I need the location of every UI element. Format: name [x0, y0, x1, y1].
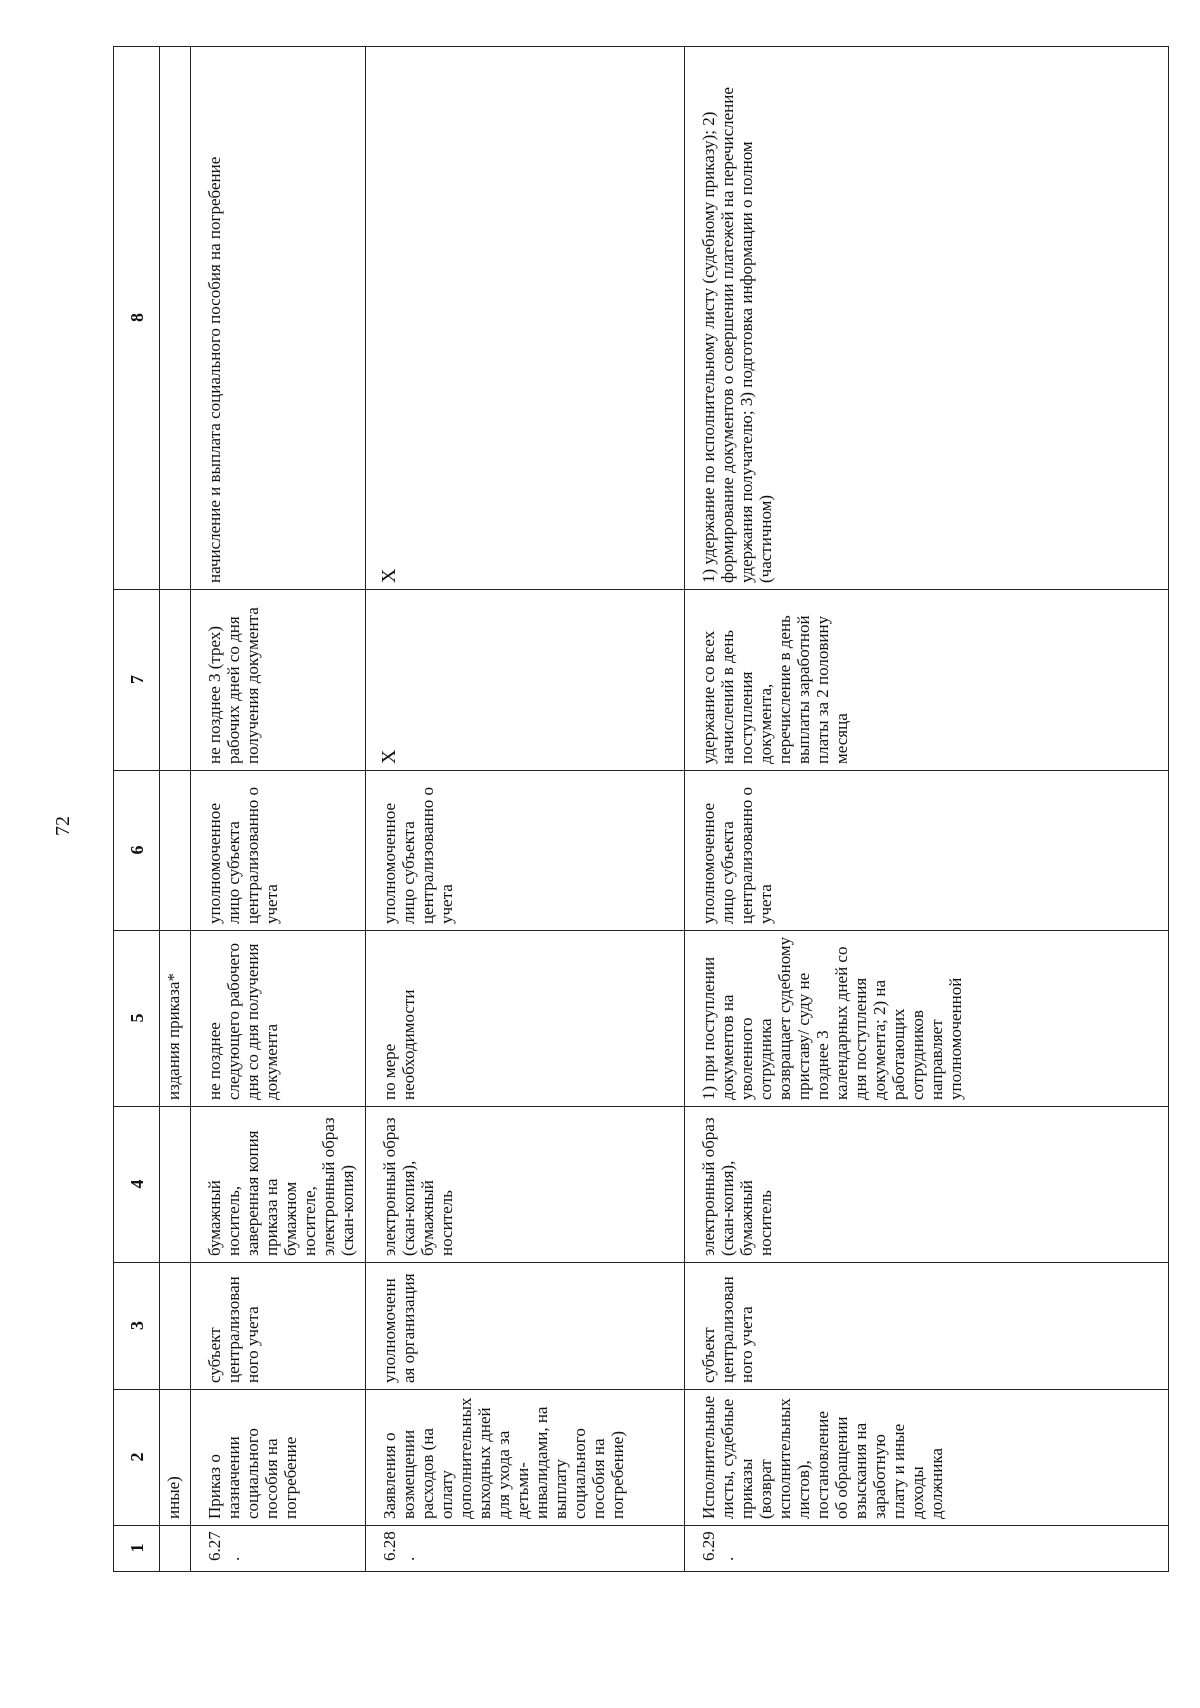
table-row [685, 47, 1169, 1572]
deadline-cell: не позднее следующего рабочего дня со дня получения документа [191, 931, 366, 1107]
source-cell: уполномоченн ая организация [366, 1263, 685, 1390]
deadline-cell: 1) при поступлении документов на уволенного сотрудника возвращает судебному приставу/ суду не позднее 3 календарных дней со дня поступления документа; 2) на работающих сотрудников направляет уполномоченной [685, 931, 1169, 1107]
document-cell: Исполнительные листы, судебные приказы (возврат исполнительных листов), постановление об обращении взыскания на заработную плату и иные доходы должника [685, 1390, 1169, 1526]
page-number: 72 [52, 816, 74, 836]
column-number: 8 [114, 47, 160, 590]
form-cell: электронный образ (скан-копия), бумажный носитель [366, 1107, 685, 1263]
source-cell: субъект централизован ного учета [191, 1263, 366, 1390]
processing-cell: Х [366, 590, 685, 771]
table-cell [160, 771, 191, 931]
column-number: 1 [114, 1526, 160, 1572]
procedure-table [113, 46, 1169, 1572]
row-number: 6.28. [366, 1526, 685, 1572]
deadline-cell: по мере необходимости [366, 931, 685, 1107]
rotated-table-container [113, 47, 1143, 1572]
table-cell: иные) [160, 1390, 191, 1526]
column-number: 7 [114, 590, 160, 771]
table-row [191, 47, 366, 1572]
result-cell: начисление и выплата социального пособия на погребение [191, 47, 366, 590]
document-cell: Заявления о возмещении расходов (на оплату дополнительных выходных дней для ухода за детьми-инвалидами, на выплату социального пособия на погребение) [366, 1390, 685, 1526]
responsible-cell: уполномоченное лицо субъекта централизованно о учета [685, 771, 1169, 931]
processing-cell: удержание со всех начислений в день поступления документа, перечисление в день выплаты заработной платы за 2 половину месяца [685, 590, 1169, 771]
document-cell: Приказ о назначении социального пособия на погребение [191, 1390, 366, 1526]
column-number: 4 [114, 1107, 160, 1263]
table-cell [160, 1263, 191, 1390]
table-cell [160, 1526, 191, 1572]
column-number: 6 [114, 771, 160, 931]
processing-cell: не позднее 3 (трех) рабочих дней со дня получения документа [191, 590, 366, 771]
table-cell [160, 47, 191, 590]
column-number: 2 [114, 1390, 160, 1526]
responsible-cell: уполномоченное лицо субъекта централизованно о учета [366, 771, 685, 931]
form-cell: бумажный носитель, заверенная копия приказа на бумажном носителе, электронный образ (скан-копия) [191, 1107, 366, 1263]
column-numbers-row [114, 47, 160, 1572]
result-cell: 1) удержание по исполнительному листу (судебному приказу); 2) формирование документов о совершении платежей на перечисление удержания получателю; 3) подготовка информации о полном (частичном) [685, 47, 1169, 590]
table-cell: издания приказа* [160, 931, 191, 1107]
column-number: 3 [114, 1263, 160, 1390]
source-cell: субъект централизован ного учета [685, 1263, 1169, 1390]
table-row [366, 47, 685, 1572]
row-number: 6.29. [685, 1526, 1169, 1572]
column-number: 5 [114, 931, 160, 1107]
table-cell [160, 590, 191, 771]
continuation-row [160, 47, 191, 1572]
responsible-cell: уполномоченное лицо субъекта централизованно о учета [191, 771, 366, 931]
form-cell: электронный образ (скан-копия), бумажный носитель [685, 1107, 1169, 1263]
table-cell [160, 1107, 191, 1263]
row-number: 6.27. [191, 1526, 366, 1572]
result-cell: Х [366, 47, 685, 590]
